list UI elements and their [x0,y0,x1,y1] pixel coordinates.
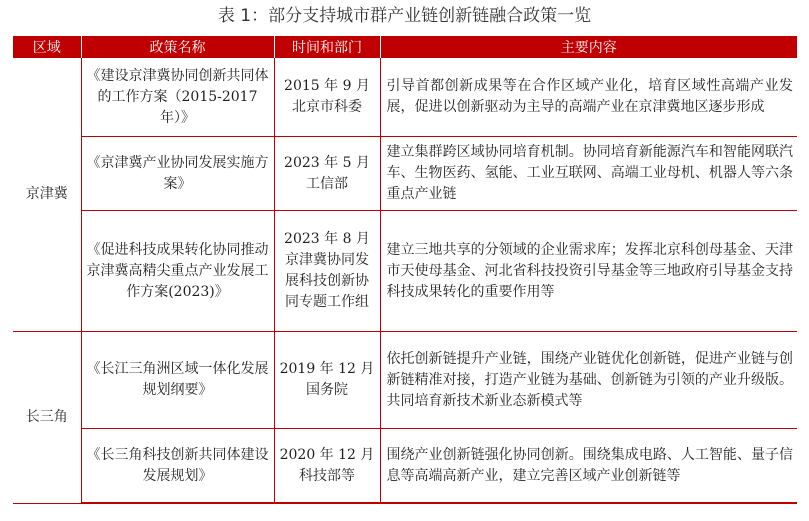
time-text: 2019 年 12 月 国务院 [279,361,375,398]
time-cell [274,332,380,429]
time-text: 2023 年 8 月 京津冀协同发展科技创新协同专题工作组 [284,231,370,310]
content-cell: 建立三地共享的分领域的企业需求库；发挥北京科创母基金、天津市天使母基金、河北省科技投资引导基金等三地政府引导基金支持科技成果转化的重要作用等 [380,211,797,332]
header-row [13,36,797,58]
policy-cell: 《长江三角洲区域一体化发展规划纲要》 [81,332,274,429]
header-region: 区域 [13,36,81,58]
content-cell: 建立集群跨区域协同培育机制。协同培育新能源汽车和智能网联汽车、生物医药、氢能、工业互联网、高端工业母机、机器人等六条重点产业链 [380,137,797,211]
header-content: 主要内容 [380,36,797,58]
content-cell: 引导首都创新成果等在合作区域产业化，培育区域性高端产业发展，促进以创新驱动为主导的高端产业在京津冀地区逐步形成 [380,58,797,137]
content-cell: 依托创新链提升产业链，围绕产业链优化创新链，促进产业链与创新链精准对接，打造产业链为基础、创新链为引领的产业升级版。共同培育新技术新业态新模式等 [380,332,797,429]
content-cell: 围绕产业创新链强化协同创新。围绕集成电路、人工智能、量子信息等高端高新产业，建立完善区域产业创新链等 [380,429,797,504]
policy-cell: 《促进科技成果转化协同推动京津冀高精尖重点产业发展工作方案(2023)》 [81,211,274,332]
policy-cell: 《长三角科技创新共同体建设发展规划》 [81,429,274,504]
time-text: 2015 年 9 月 北京市科委 [284,78,370,115]
time-cell [274,211,380,332]
table-row [13,332,797,429]
table-row [13,429,797,504]
region-cell: 长三角 [13,332,81,504]
table-row [13,211,797,332]
table-row [13,58,797,137]
table-title: 表 1：部分支持城市群产业链创新链融合政策一览 [217,6,592,26]
time-cell [274,429,380,504]
policy-cell: 《建设京津冀协同创新共同体的工作方案（2015-2017 年）》 [81,58,274,137]
header-time: 时间和部门 [274,36,380,58]
header-policy: 政策名称 [81,36,274,58]
time-cell [274,137,380,211]
policy-cell: 《京津冀产业协同发展实施方案》 [81,137,274,211]
time-text: 2023 年 5 月 工信部 [284,154,370,192]
time-text: 2020 年 12 月 科技部等 [279,446,375,484]
region-cell: 京津冀 [13,58,81,332]
table-row [13,137,797,211]
time-cell [274,58,380,137]
policy-table [13,36,797,504]
